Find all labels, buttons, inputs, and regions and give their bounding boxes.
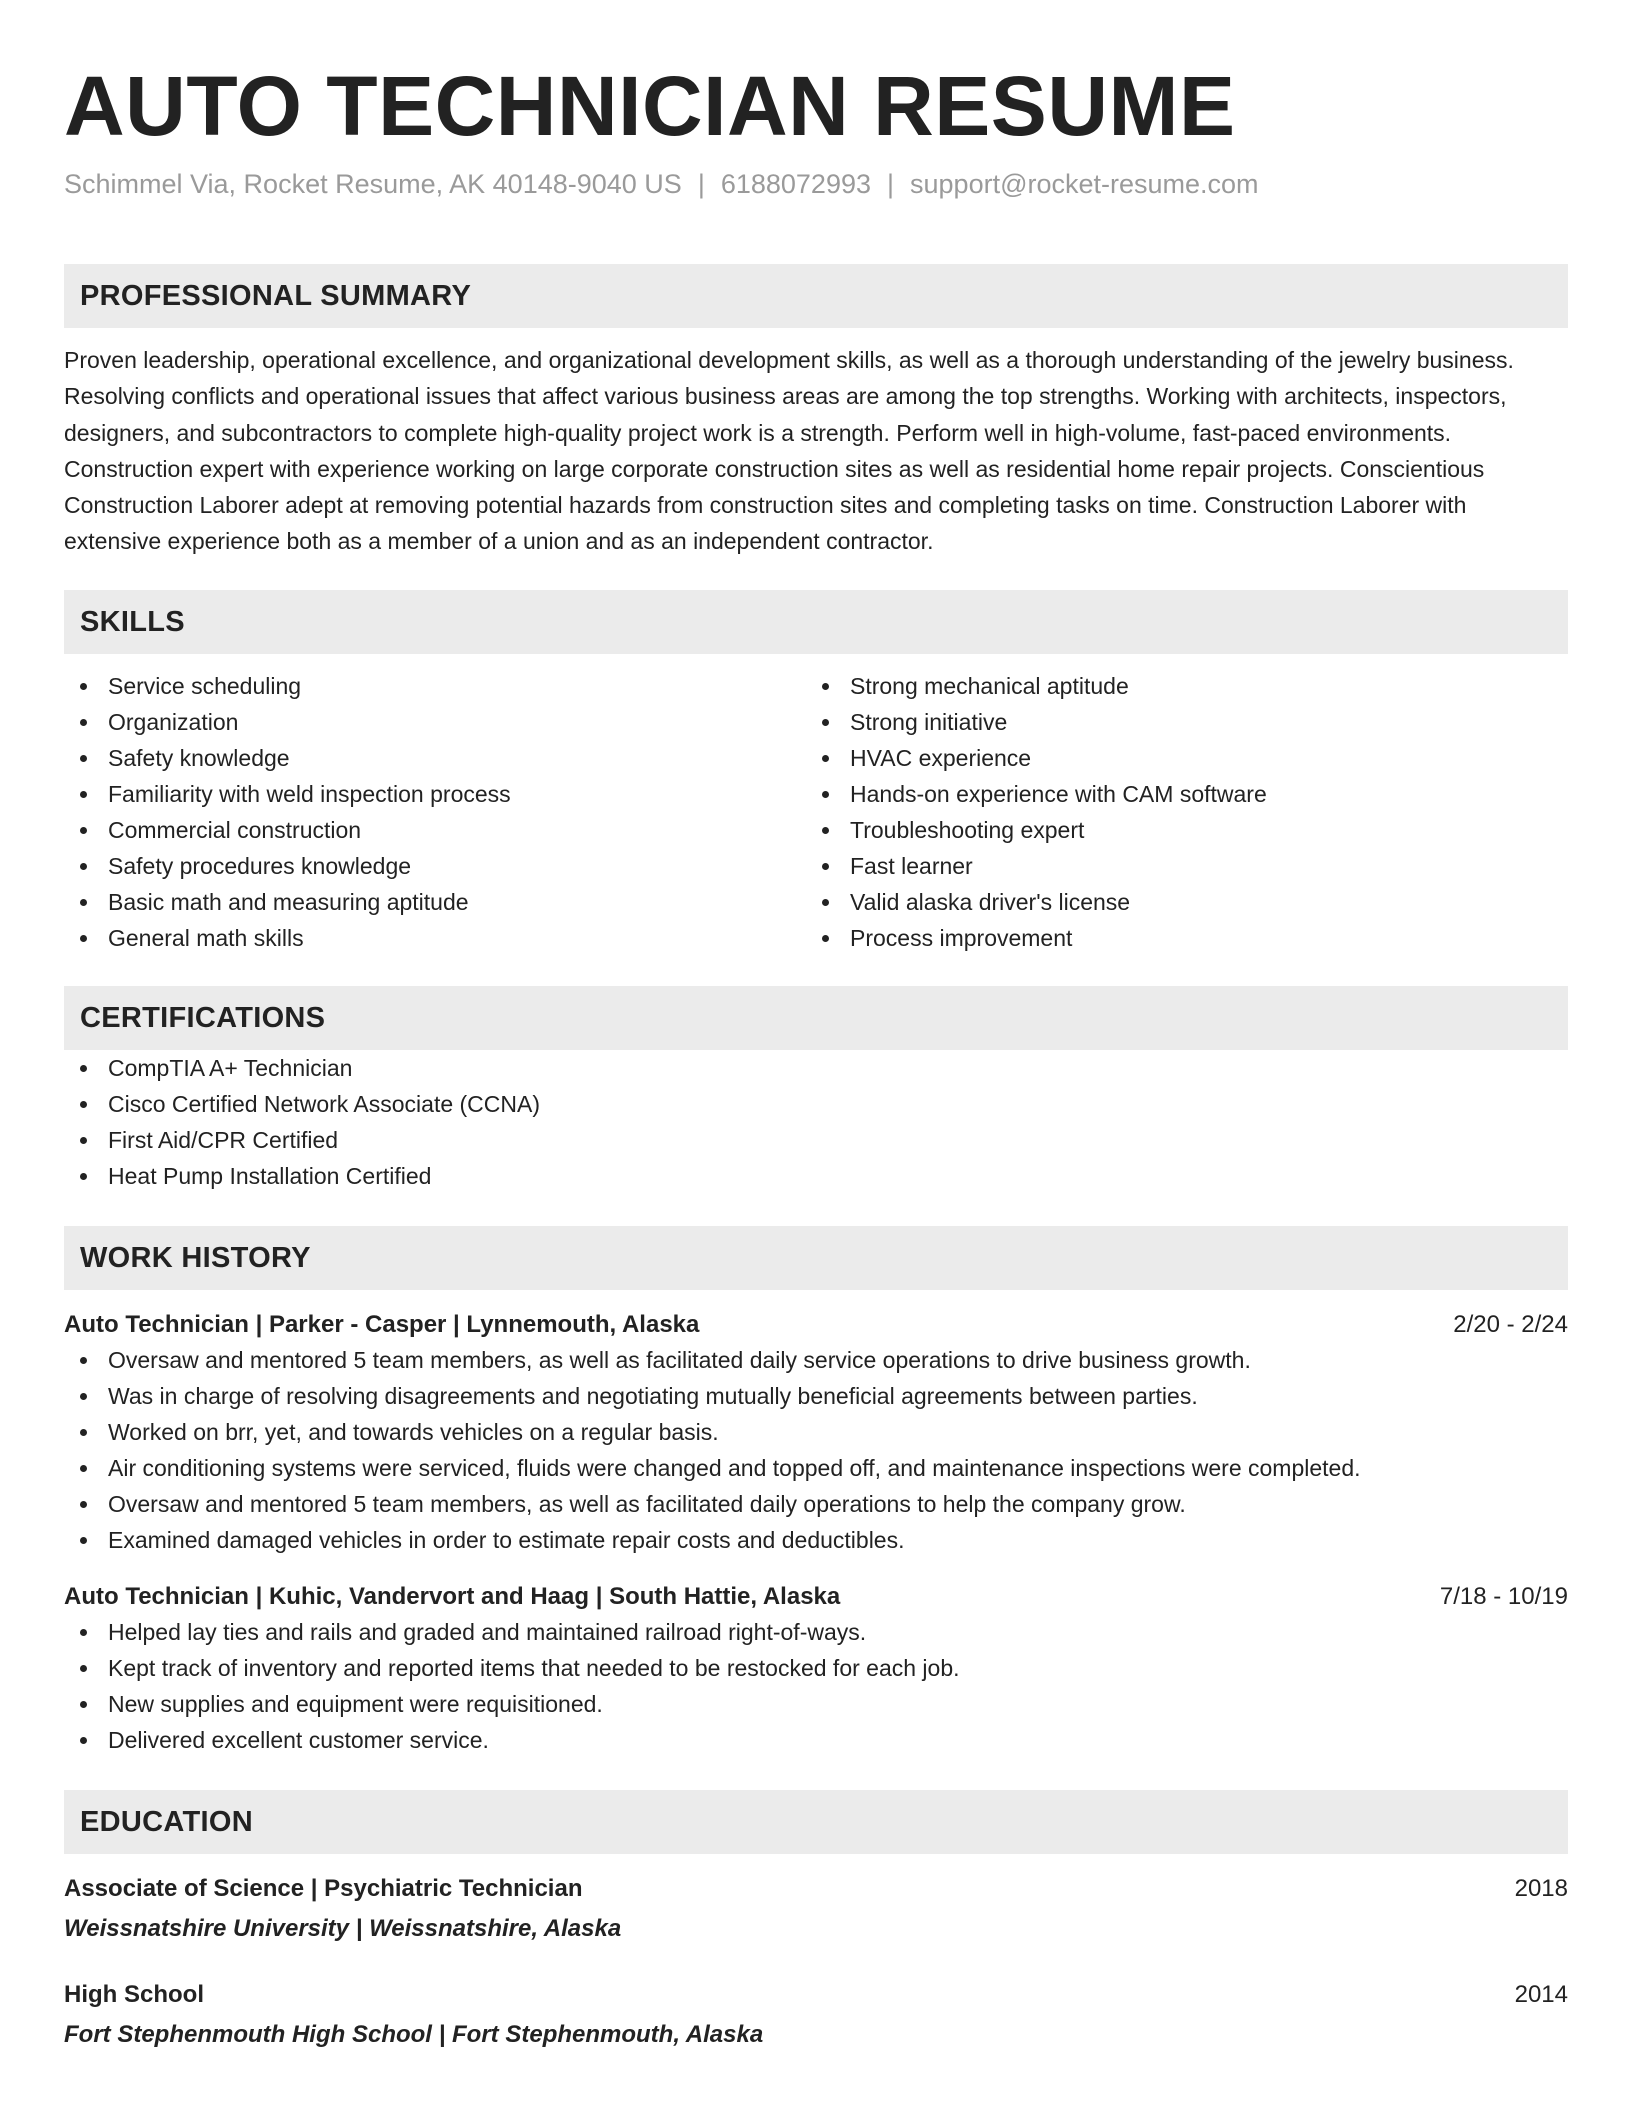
skill-item: Fast learner <box>806 848 1548 884</box>
education-entry-header <box>64 1978 1568 2012</box>
certifications-list <box>64 1050 1568 1194</box>
contact-separator: | <box>697 169 705 199</box>
bullet-icon <box>80 1629 87 1636</box>
skills-list-left <box>64 668 806 956</box>
certification-item: Heat Pump Installation Certified <box>64 1158 1568 1194</box>
bullet-icon <box>80 1173 87 1180</box>
bullet-icon <box>822 755 829 762</box>
skill-item: Service scheduling <box>64 668 806 704</box>
bullet-icon <box>80 1357 87 1364</box>
bullet-icon <box>80 791 87 798</box>
skill-item: Process improvement <box>806 920 1548 956</box>
duty-item: Was in charge of resolving disagreements and negotiating mutually beneficial agreements between parties. <box>64 1378 1568 1414</box>
skill-item: Basic math and measuring aptitude <box>64 884 806 920</box>
resume-page <box>64 0 1568 2052</box>
bullet-icon <box>80 1393 87 1400</box>
education-school: Weissnatshire University | Weissnatshire, Alaska <box>64 1914 622 1942</box>
duty-item: Oversaw and mentored 5 team members, as well as facilitated daily service operations to drive business growth. <box>64 1342 1568 1378</box>
duty-item: New supplies and equipment were requisitioned. <box>64 1686 1568 1722</box>
bullet-icon <box>80 827 87 834</box>
job-header <box>64 1580 1568 1614</box>
duty-item: Oversaw and mentored 5 team members, as well as facilitated daily operations to help the company grow. <box>64 1486 1568 1522</box>
bullet-icon <box>80 1101 87 1108</box>
bullet-icon <box>80 1665 87 1672</box>
certifications-heading: CERTIFICATIONS <box>64 986 1568 1050</box>
contact-separator: | <box>887 169 895 199</box>
education-school: Fort Stephenmouth High School | Fort Stephenmouth, Alaska <box>64 2020 764 2048</box>
education-entry-header <box>64 1872 1568 1906</box>
duty-item: Examined damaged vehicles in order to estimate repair costs and deductibles. <box>64 1522 1568 1558</box>
contact-phone: 6188072993 <box>720 169 871 199</box>
skill-item: Valid alaska driver's license <box>806 884 1548 920</box>
skill-item: Safety knowledge <box>64 740 806 776</box>
skill-item: Commercial construction <box>64 812 806 848</box>
education-degree: High School <box>64 1980 204 2008</box>
certification-item: First Aid/CPR Certified <box>64 1122 1568 1158</box>
duty-item: Helped lay ties and rails and graded and maintained railroad right-of-ways. <box>64 1614 1568 1650</box>
bullet-icon <box>822 791 829 798</box>
education-heading: EDUCATION <box>64 1790 1568 1854</box>
skill-item: General math skills <box>64 920 806 956</box>
bullet-icon <box>80 1501 87 1508</box>
education-year: 2014 <box>1514 1980 1568 2008</box>
skills-columns <box>64 668 1568 956</box>
bullet-icon <box>80 1065 87 1072</box>
skill-item: Familiarity with weld inspection process <box>64 776 806 812</box>
job-dates: 7/18 - 10/19 <box>1439 1582 1568 1610</box>
summary-heading: PROFESSIONAL SUMMARY <box>64 264 1568 328</box>
bullet-icon <box>80 1137 87 1144</box>
job-duties-list <box>64 1342 1568 1558</box>
bullet-icon <box>80 1537 87 1544</box>
certification-item: CompTIA A+ Technician <box>64 1050 1568 1086</box>
bullet-icon <box>822 935 829 942</box>
work-history-heading: WORK HISTORY <box>64 1226 1568 1290</box>
education-degree: Associate of Science | Psychiatric Technician <box>64 1874 583 1902</box>
contact-email[interactable]: support@rocket-resume.com <box>910 169 1259 199</box>
bullet-icon <box>80 1737 87 1744</box>
summary-text: Proven leadership, operational excellence, and organizational development skills, as well as a thorough understanding of the jewelry business. Resolving conflicts and operational issues that affect various business areas are among the top strengths. Working with architects, inspectors, designers, and subcontractors to complete high-quality project work is a strength. Perform well in high-volume, fast-paced environments. Construction expert with experience working on large corporate construction sites as well as residential home repair projects. Conscientious Construction Laborer adept at removing potential hazards from construction sites and completing tasks on time. Construction Laborer with extensive experience both as a member of a union and as an independent contractor. <box>64 347 1514 555</box>
bullet-icon <box>80 863 87 870</box>
bullet-icon <box>80 1429 87 1436</box>
bullet-icon <box>80 899 87 906</box>
bullet-icon <box>822 719 829 726</box>
certification-item: Cisco Certified Network Associate (CCNA) <box>64 1086 1568 1122</box>
skills-heading: SKILLS <box>64 590 1568 654</box>
skill-item: Organization <box>64 704 806 740</box>
job-title: Auto Technician | Parker - Casper | Lynnemouth, Alaska <box>64 1310 700 1338</box>
skill-item: Strong mechanical aptitude <box>806 668 1548 704</box>
duty-item: Delivered excellent customer service. <box>64 1722 1568 1758</box>
contact-address: Schimmel Via, Rocket Resume, AK 40148-9040 US <box>64 169 682 199</box>
duty-item: Worked on brr, yet, and towards vehicles on a regular basis. <box>64 1414 1568 1450</box>
job-duties-list <box>64 1614 1568 1758</box>
bullet-icon <box>80 1701 87 1708</box>
duty-item: Kept track of inventory and reported items that needed to be restocked for each job. <box>64 1650 1568 1686</box>
bullet-icon <box>822 899 829 906</box>
contact-line <box>64 164 1568 204</box>
job-dates: 2/20 - 2/24 <box>1453 1310 1568 1338</box>
skill-item: Strong initiative <box>806 704 1548 740</box>
bullet-icon <box>80 719 87 726</box>
bullet-icon <box>80 683 87 690</box>
bullet-icon <box>822 863 829 870</box>
education-year: 2018 <box>1514 1874 1568 1902</box>
bullet-icon <box>822 827 829 834</box>
job-header <box>64 1308 1568 1342</box>
skill-item: HVAC experience <box>806 740 1548 776</box>
skill-item: Hands-on experience with CAM software <box>806 776 1548 812</box>
page-title: AUTO TECHNICIAN RESUME <box>64 59 1236 153</box>
bullet-icon <box>80 935 87 942</box>
skill-item: Troubleshooting expert <box>806 812 1548 848</box>
bullet-icon <box>822 683 829 690</box>
duty-item: Air conditioning systems were serviced, fluids were changed and topped off, and maintenance inspections were completed. <box>64 1450 1568 1486</box>
bullet-icon <box>80 755 87 762</box>
skills-list-right <box>806 668 1548 956</box>
skill-item: Safety procedures knowledge <box>64 848 806 884</box>
job-title: Auto Technician | Kuhic, Vandervort and Haag | South Hattie, Alaska <box>64 1582 841 1610</box>
bullet-icon <box>80 1465 87 1472</box>
